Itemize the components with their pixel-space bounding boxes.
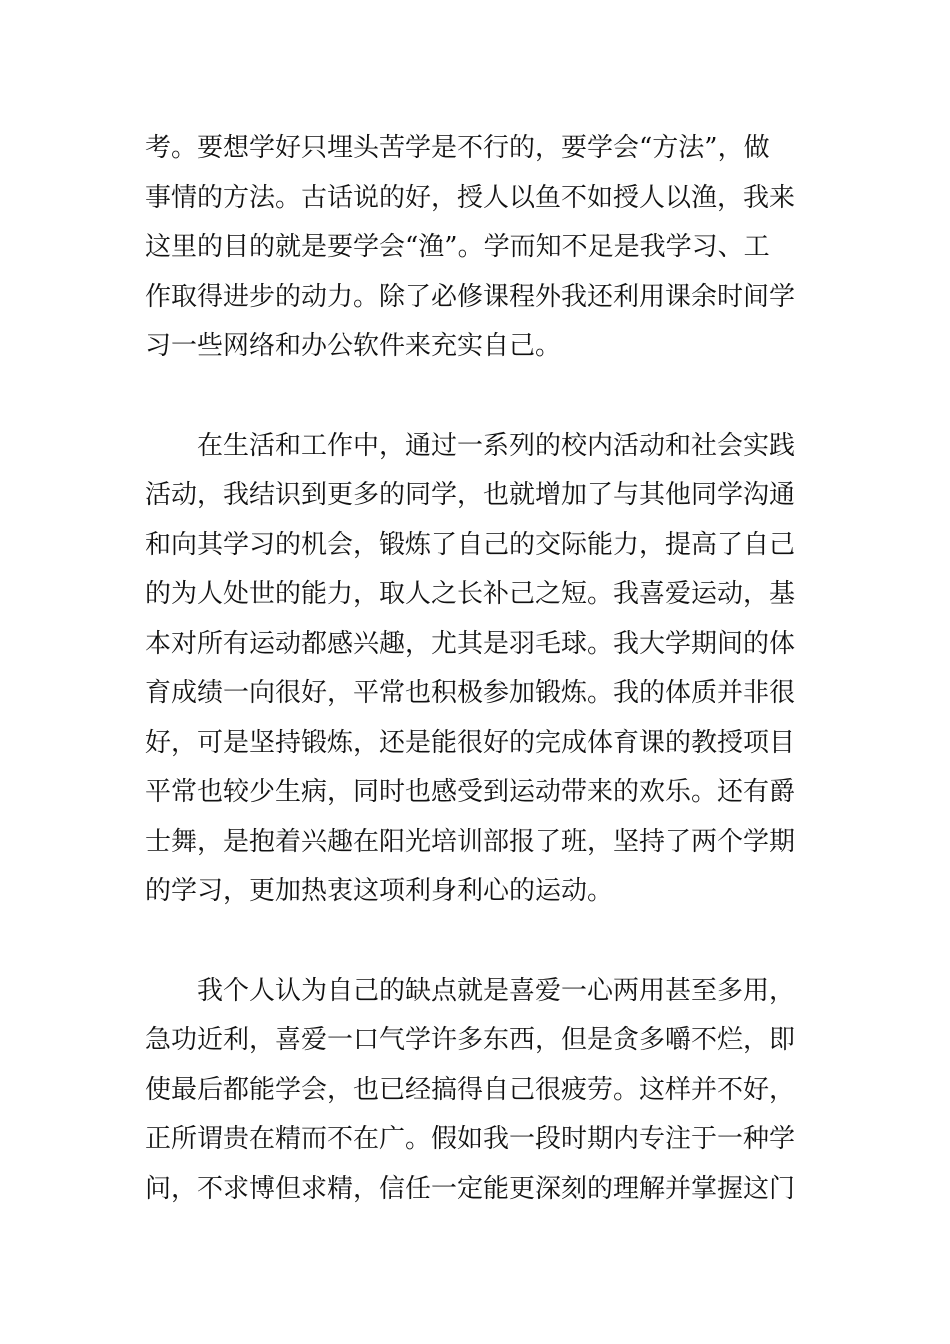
text-line: 平常也较少生病，同时也感受到运动带来的欢乐。还有爵 <box>145 777 796 807</box>
paragraph <box>145 422 810 917</box>
text-line: 本对所有运动都感兴趣，尤其是羽毛球。我大学期间的体 <box>145 628 796 659</box>
text-line: 事情的方法。古话说的好，授人以鱼不如授人以渔，我来 <box>145 182 796 213</box>
text-line: 问，不求博但求精，信任一定能更深刻的理解并掌握这门 <box>145 1173 796 1204</box>
text-line: 和向其学习的机会，锻炼了自己的交际能力，提高了自己 <box>145 529 796 560</box>
text-line: 育成绩一向很好，平常也积极参加锻炼。我的体质并非很 <box>145 678 796 708</box>
text-line: 急功近利，喜爱一口气学许多东西，但是贪多嚼不烂，即 <box>145 1025 796 1055</box>
text-line: 作取得进步的动力。除了必修课程外我还利用课余时间学 <box>145 281 796 312</box>
paragraph-spacer <box>145 917 810 967</box>
text-line: 的为人处世的能力，取人之长补己之短。我喜爱运动，基 <box>145 579 796 609</box>
text-line: 在生活和工作中，通过一系列的校内活动和社会实践 <box>197 430 796 461</box>
text-line: 士舞，是抱着兴趣在阳光培训部报了班，坚持了两个学期 <box>145 826 796 857</box>
paragraph-spacer <box>145 372 810 422</box>
document-body <box>145 124 810 1214</box>
text-line: 活动，我结识到更多的同学，也就增加了与其他同学沟通 <box>145 480 796 510</box>
paragraph <box>145 967 810 1215</box>
text-line: 正所谓贵在精而不在广。假如我一段时期内专注于一种学 <box>145 1124 796 1154</box>
text-line: 好，可是坚持锻炼，还是能很好的完成体育课的教授项目 <box>145 727 796 758</box>
paragraph <box>145 124 810 372</box>
text-line: 习一些网络和办公软件来充实自己。 <box>145 331 562 361</box>
text-line: 使最后都能学会，也已经搞得自己很疲劳。这样并不好， <box>145 1074 796 1105</box>
text-line: 这里的目的就是要学会“渔”。学而知不足是我学习、工 <box>145 232 770 262</box>
text-line: 我个人认为自己的缺点就是喜爱一心两用甚至多用， <box>197 975 796 1006</box>
text-line: 的学习，更加热衷这项利身利心的运动。 <box>145 876 614 906</box>
text-line: 考。要想学好只埋头苦学是不行的，要学会“方法”，做 <box>145 133 770 163</box>
